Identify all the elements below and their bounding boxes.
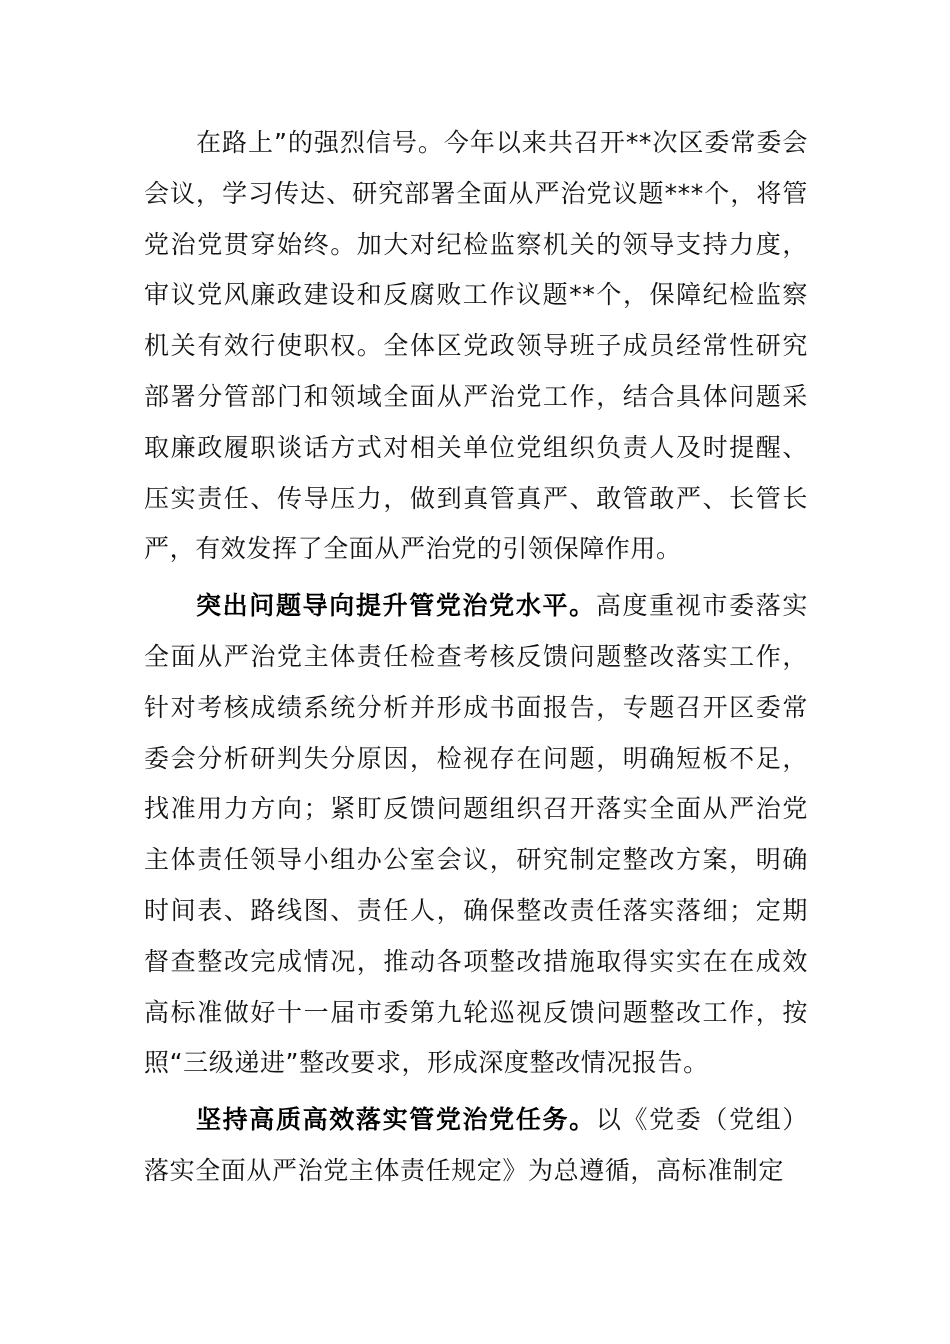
paragraph-1 bbox=[144, 118, 808, 575]
paragraph-1-text: 在路上”的强烈信号。今年以来共召开**次区委常委会会议，学习传达、研究部署全面从严治党议题***个，将管党治党贯穿始终。加大对纪检监察机关的领导支持力度，审议党风廉政建设和反腐败工作议题**个，保障纪检监察机关有效行使职权。全体区党政领导班子成员经常性研究部署分管部门和领域全面从严治党工作，结合具体问题采取廉政履职谈话方式对相关单位党组织负责人及时提醒、压实责任、传导压力，做到真管真严、敢管敢严、长管长严，有效发挥了全面从严治党的引领保障作用。 bbox=[144, 128, 808, 564]
paragraph-2 bbox=[144, 581, 808, 1089]
paragraph-2-text: 高度重视市委落实全面从严治党主体责任检查考核反馈问题整改落实工作，针对考核成绩系统分析并形成书面报告，专题召开区委常委会分析研判失分原因，检视存在问题，明确短板不足，找准用力方向；紧盯反馈问题组织召开落实全面从严治党主体责任领导小组办公室会议，研究制定整改方案，明确时间表、路线图、责任人，确保整改责任落实落细；定期督查整改完成情况，推动各项整改措施取得实实在在成效高标准做好十一届市委第九轮巡视反馈问题整改工作，按照“三级递进”整改要求，形成深度整改情况报告。 bbox=[144, 591, 808, 1078]
paragraph-3 bbox=[144, 1095, 808, 1197]
paragraph-3-text: 以《党委（党组）落实全面从严治党主体责任规定》为总遵循，高标准制定 bbox=[144, 1105, 808, 1185]
paragraph-3-heading: 坚持高质高效落实管党治党任务。 bbox=[196, 1105, 596, 1135]
document-body bbox=[144, 118, 808, 1197]
paragraph-2-heading: 突出问题导向提升管党治党水平。 bbox=[196, 591, 596, 621]
